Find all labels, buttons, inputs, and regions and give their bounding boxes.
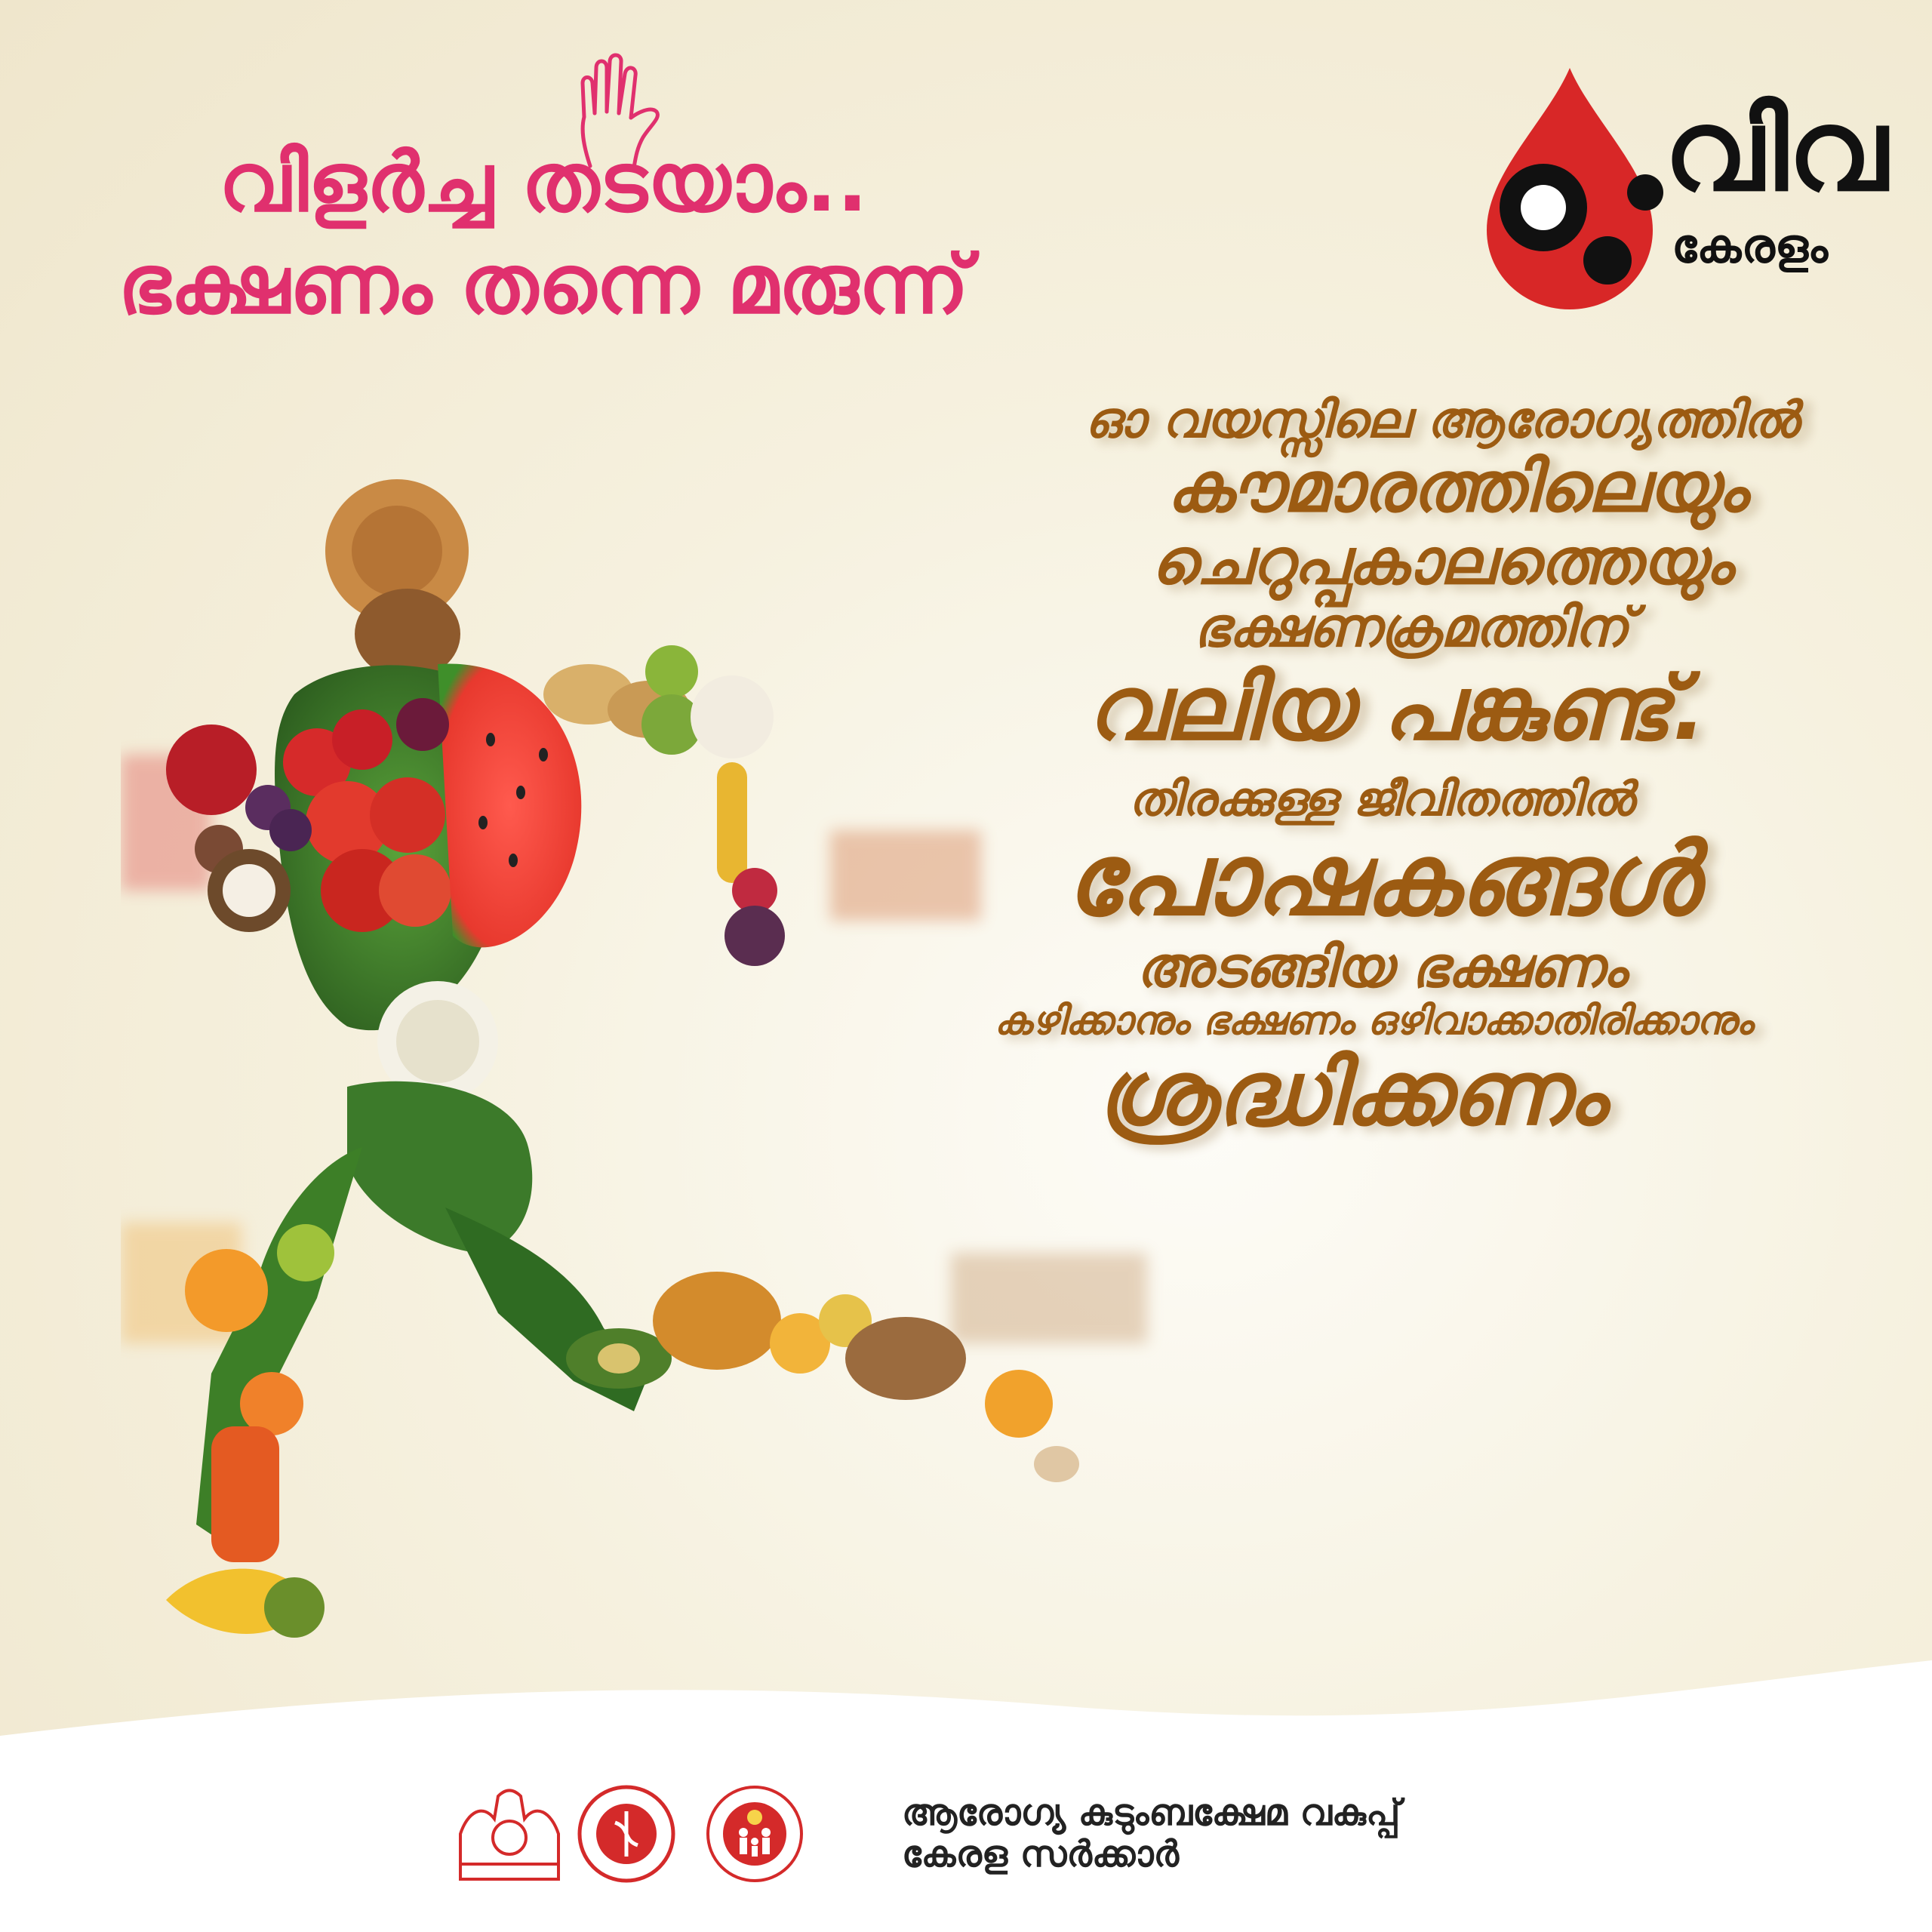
- message-block: [891, 391, 1902, 1146]
- footer-emblems: [453, 1781, 875, 1887]
- message-line-9: കഴിക്കാനും ഭക്ഷണം ഒഴിവാക്കാതിരിക്കാനും: [994, 998, 1753, 1044]
- logo-subtitle: കേരളം: [1672, 218, 1828, 273]
- footer-department-text: [902, 1792, 1400, 1875]
- nhm-seal-icon: [708, 1787, 801, 1881]
- message-line-2: കൗമാരത്തിലെയും: [1166, 446, 1747, 528]
- footer-wave: [0, 1645, 1932, 1932]
- message-line-10: ശ്രദ്ധിക്കണം: [1097, 1041, 1605, 1146]
- message-line-3: ചെറുപ്പകാലത്തെയും: [1150, 524, 1733, 598]
- kerala-government-emblem: [460, 1791, 558, 1880]
- logo-title: വിവ: [1664, 85, 1887, 217]
- headline-line-2: ഭക്ഷണം തന്നെ മരുന്ന്: [118, 238, 969, 332]
- message-line-4: ഭക്ഷണക്രമത്തിന്: [1193, 595, 1629, 660]
- footer-line-1: ആരോഗ്യ കുടുംബക്ഷേമ വകുപ്പ്: [902, 1792, 1401, 1834]
- dhs-kerala-seal-icon: [580, 1787, 673, 1881]
- message-line-5: വലിയ പങ്കുണ്ട്.: [1086, 655, 1706, 760]
- message-line-1: ഓ വയസ്സിലെ ആരോഗ്യത്തിൽ: [1084, 391, 1798, 449]
- footer-line-2: കേരള സർക്കാർ: [902, 1833, 1180, 1876]
- message-line-7: പോഷകങ്ങൾ: [1065, 822, 1697, 939]
- message-line-8: അടങ്ങിയ ഭക്ഷണം: [1136, 935, 1626, 1001]
- headline-line-1: വിളർച്ച തടയാം..: [219, 136, 868, 230]
- headline: [53, 132, 1034, 336]
- message-line-6: തിരക്കുള്ള ജീവിതത്തിൽ: [1128, 771, 1634, 826]
